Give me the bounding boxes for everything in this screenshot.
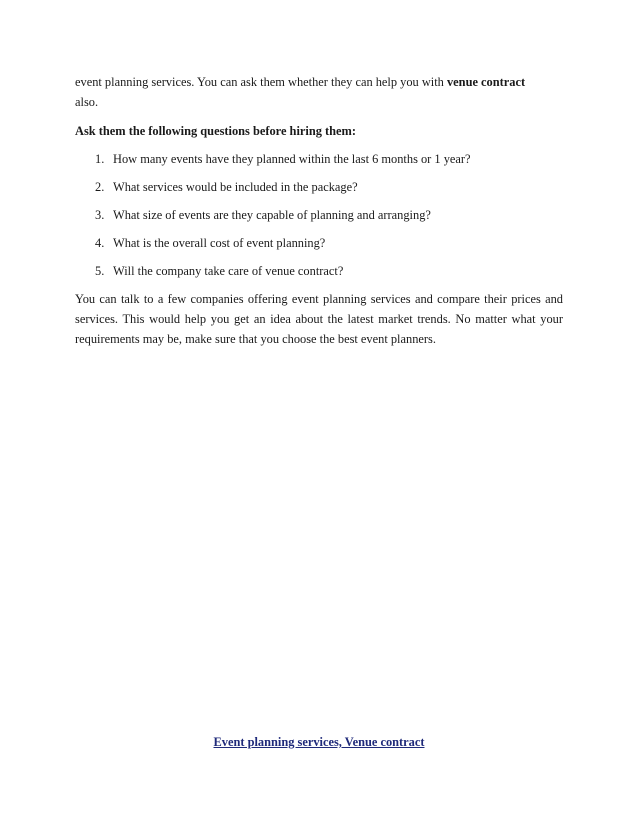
questions-heading: Ask them the following questions before hiring them: [75,124,356,138]
list-item [95,177,563,197]
list-item [95,149,563,169]
document-body [75,72,563,349]
list-item-text: Will the company take care of venue contract? [113,264,344,278]
list-item-text: What services would be included in the package? [113,180,358,194]
intro-paragraph [75,72,563,112]
list-item [95,233,563,253]
list-item-text: What size of events are they capable of planning and arranging? [113,208,431,222]
footer-link[interactable]: Event planning services, Venue contract [213,735,425,749]
list-item-number: 1. [95,152,105,166]
list-item [95,205,563,225]
list-item-text: What is the overall cost of event planning? [113,236,326,250]
list-item-number: 3. [95,208,105,222]
list-item-number: 5. [95,264,105,278]
closing-paragraph: You can talk to a few companies offering event planning services and compare their prices and services. This would help you get an idea about the latest market trends. No matter what your requirements may be, make sure that you choose the best event planners. [75,292,563,346]
list-item-number: 4. [95,236,105,250]
list-item-number: 2. [95,180,105,194]
intro-text: event planning services. You can ask them whether they can help you with [75,75,447,89]
intro-text-end: also. [75,95,99,109]
questions-list [75,149,563,281]
list-item-text: How many events have they planned within the last 6 months or 1 year? [113,152,471,166]
intro-bold-term: venue contract [446,75,526,89]
list-item [95,261,563,281]
